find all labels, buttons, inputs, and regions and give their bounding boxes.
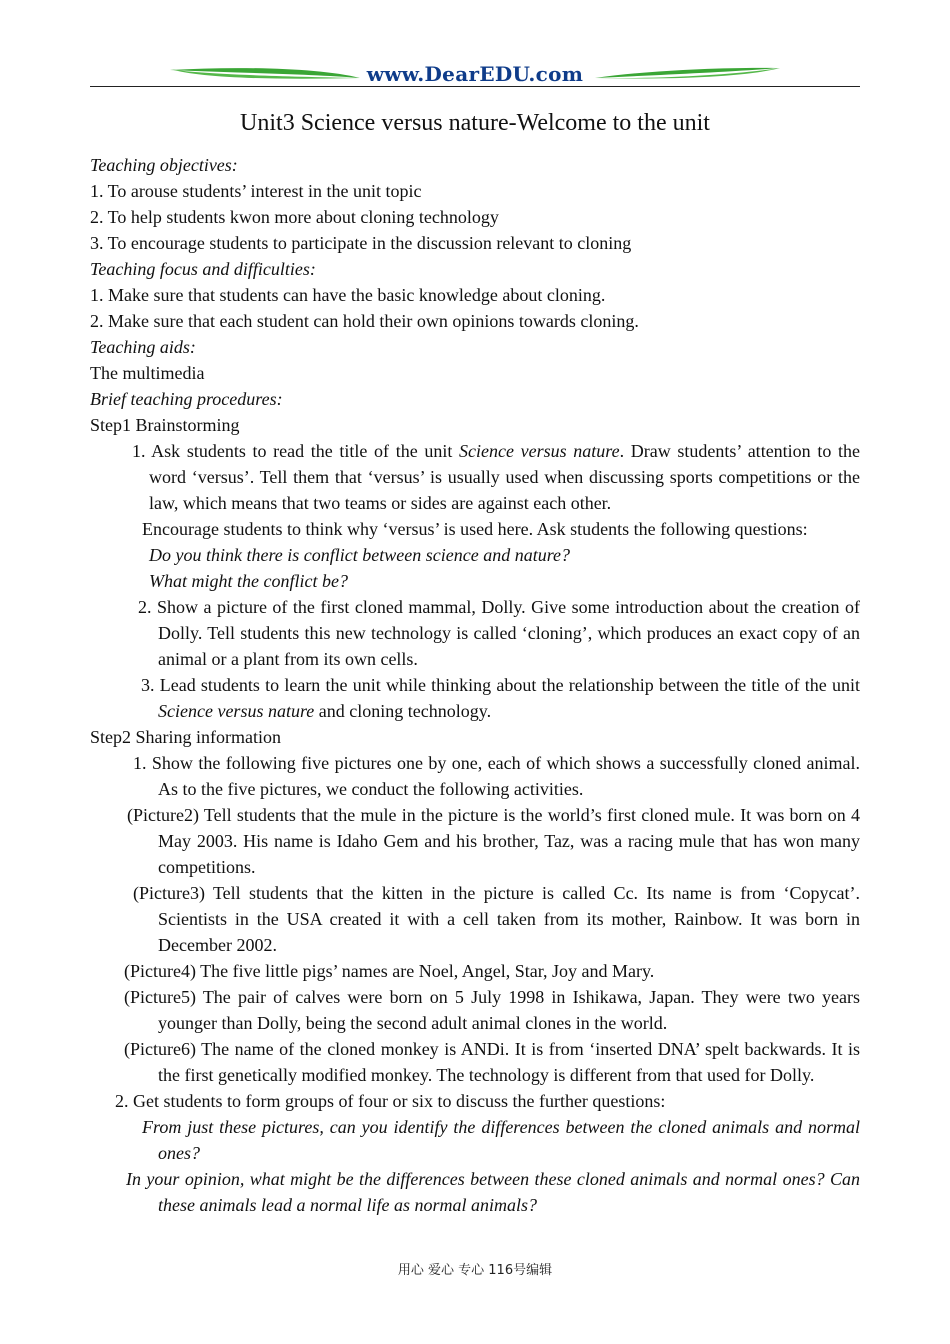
step2-picture-2: (Picture2) Tell students that the mule in the picture is the world’s first cloned mule. It was born on 4 May 2003. His name is Idaho Gem and his brother, Taz, was a racing mule that has won many competitions. <box>127 805 860 877</box>
step2-picture-4: (Picture4) The five little pigs’ names are Noel, Angel, Star, Joy and Mary. <box>124 961 655 981</box>
step2-question: From just these pictures, can you identify the differences between the cloned animals and normal ones? <box>142 1117 860 1163</box>
focus-item: 2. Make sure that each student can hold their own opinions towards cloning. <box>90 311 639 331</box>
step2-item-2: 2. Get students to form groups of four or six to discuss the further questions: <box>115 1091 666 1111</box>
objectives-heading: Teaching objectives: <box>90 155 238 175</box>
page-title: Unit3 Science versus nature-Welcome to the unit <box>240 110 710 136</box>
page-footer: 用心 爱心 专心 116号编辑 <box>397 1263 553 1278</box>
header-divider <box>90 86 860 87</box>
step2-picture-5: (Picture5) The pair of calves were born on 5 July 1998 in Ishikawa, Japan. They were two years younger than Dolly, being the second adult animal clones in the world. <box>124 987 860 1033</box>
step1-title: Step1 Brainstorming <box>90 415 240 435</box>
step2-title: Step2 Sharing information <box>90 727 281 747</box>
aids-text: The multimedia <box>90 363 205 383</box>
objective-item: 2. To help students kwon more about cloning technology <box>90 207 499 227</box>
step2-item-1: 1. Show the following five pictures one by one, each of which shows a successfully cloned animal. As to the five pictures, we conduct the following activities. <box>133 753 860 799</box>
step1-item-3: 3. Lead students to learn the unit while thinking about the relationship between the title of the unit Science versus nature and cloning technology. <box>141 675 860 721</box>
step1-question: What might the conflict be? <box>149 571 348 591</box>
step2-picture-6: (Picture6) The name of the cloned monkey is ANDi. It is from ‘inserted DNA’ spelt backwards. It is the first genetically modified monkey. The technology is different from that used for Dolly. <box>124 1039 860 1085</box>
step2-question: In your opinion, what might be the differences between these cloned animals and normal ones? Can these animals lead a normal life as normal animals? <box>126 1169 860 1215</box>
step1-item-2: 2. Show a picture of the first cloned mammal, Dolly. Give some introduction about the creation of Dolly. Tell students this new technology is called ‘cloning’, which produces an exact copy of an animal or a plant from its own cells. <box>138 597 860 669</box>
lesson-plan-body <box>90 152 860 1218</box>
focus-item: 1. Make sure that students can have the basic knowledge about cloning. <box>90 285 606 305</box>
step2-picture-3: (Picture3) Tell students that the kitten in the picture is called Cc. Its name is from ‘Copycat’. Scientists in the USA created it with a cell taken from its mother, Rainbow. It was born in December 2002. <box>133 883 860 955</box>
focus-heading: Teaching focus and difficulties: <box>90 259 316 279</box>
step1-question: Do you think there is conflict between science and nature? <box>149 545 571 565</box>
objective-item: 1. To arouse students’ interest in the unit topic <box>90 181 422 201</box>
step1-item-1: 1. Ask students to read the title of the unit Science versus nature. Draw students’ attention to the word ‘versus’. Tell them that ‘versus’ is usually used when discussing sports competitions or the law, which means that two teams or sides are against each other. <box>132 441 860 513</box>
procedures-heading: Brief teaching procedures: <box>90 389 283 409</box>
aids-heading: Teaching aids: <box>90 337 196 357</box>
site-logo[interactable]: www.DearEDU.com <box>366 62 584 86</box>
step1-encourage: Encourage students to think why ‘versus’ is used here. Ask students the following questions: <box>142 519 808 539</box>
objective-item: 3. To encourage students to participate in the discussion relevant to cloning <box>90 233 632 253</box>
